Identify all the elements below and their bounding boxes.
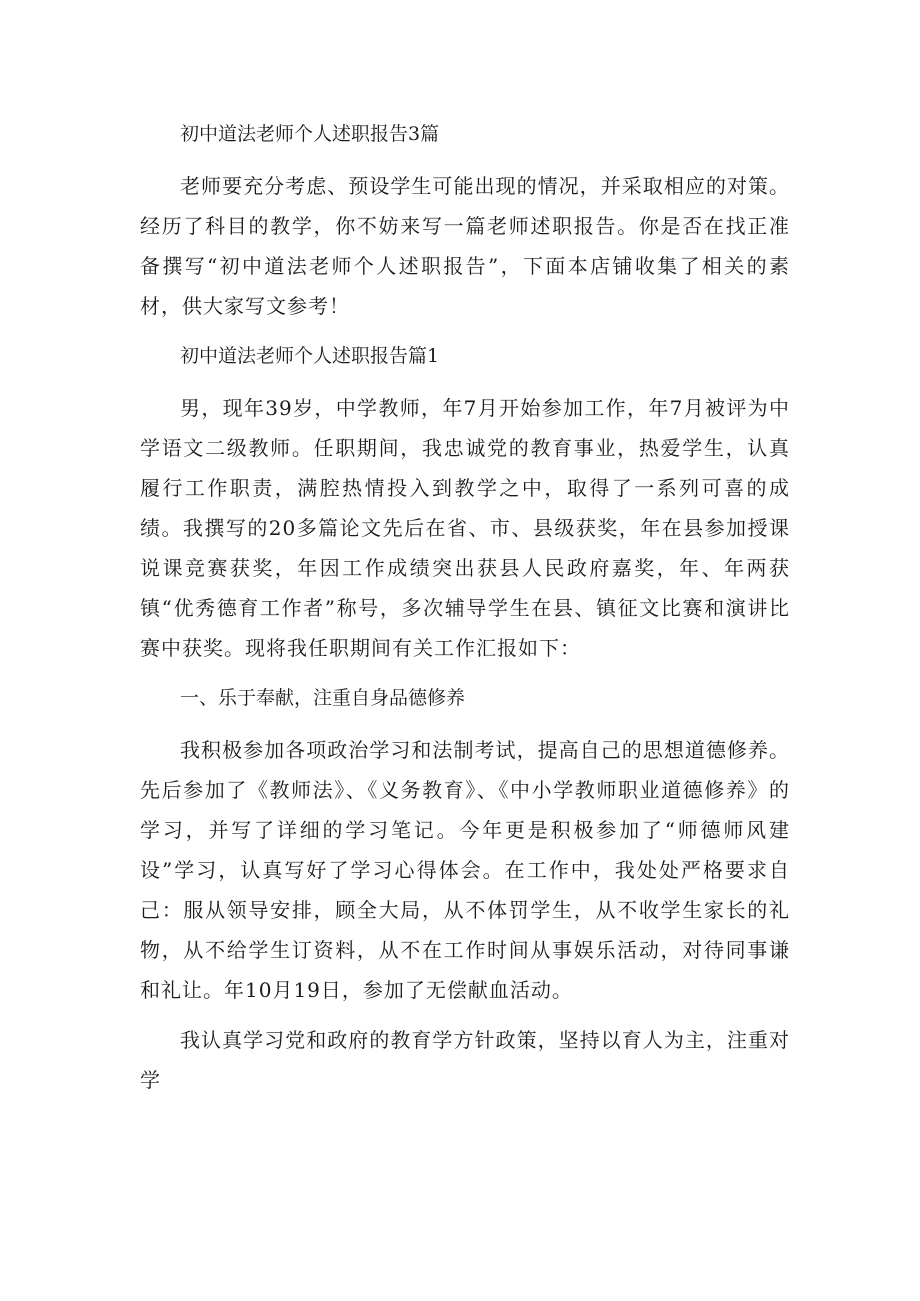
- section-title: 初中道法老师个人述职报告篇1: [180, 345, 440, 367]
- paragraph-political-study: 我积极参加各项政治学习和法制考试，提高自己的思想道德修养。先后参加了《教师法》、《义务教育》、《中小学教师职业道德修养》的学习，并写了详细的学习笔记。今年更是积极参加了“师德师风建设”学习，认真写好了学习心得体会。在工作中，我处处严格要求自己：服从领导安排，顾全大局，从不体罚学生，从不收学生家长的礼物，从不给学生订资料，从不在工作时间从事娱乐活动，对待同事谦和礼让。年10月19日，参加了无偿献血活动。: [140, 738, 790, 1002]
- paragraph-education-policy: 我认真学习党和政府的教育学方针政策，坚持以育人为主，注重对学: [140, 1028, 790, 1092]
- subheading-moral-cultivation: 一、乐于奉献，注重自身品德修养: [180, 687, 466, 709]
- intro-paragraph: 老师要充分考虑、预设学生可能出现的情况，并采取相应的对策。经历了科目的教学，你不妨来写一篇老师述职报告。你是否在找正准备撰写“初中道法老师个人述职报告”，下面本店铺收集了相关的素材，供大家写文参考！: [140, 174, 790, 318]
- document-title: 初中道法老师个人述职报告3篇: [180, 123, 440, 145]
- document-body: [140, 114, 790, 1110]
- paragraph-personal-summary: 男，现年39岁，中学教师，年7月开始参加工作，年7月被评为中学语文二级教师。任职期间，我忠诚党的教育事业，热爱学生，认真履行工作职责，满腔热情投入到教学之中，取得了一系列可喜的成绩。我撰写的20多篇论文先后在省、市、县级获奖，年在县参加授课说课竞赛获奖，年因工作成绩突出获县人民政府嘉奖，年、年两获镇“优秀德育工作者”称号，多次辅导学生在县、镇征文比赛和演讲比赛中获奖。现将我任职期间有关工作汇报如下：: [140, 396, 790, 660]
